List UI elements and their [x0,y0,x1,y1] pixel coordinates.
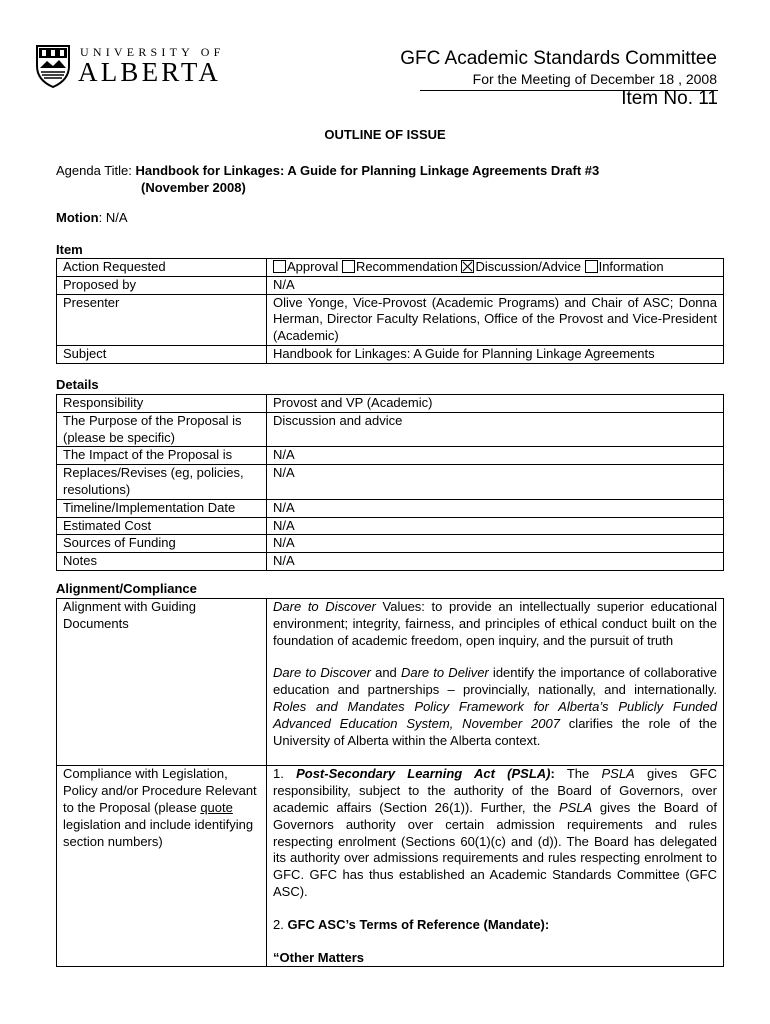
italic-text: Roles and Mandates Policy Framework for Alberta’s Publicly Funded Advanced Education System, November 2007 [273,698,717,731]
table-row [57,517,724,535]
motion-value: : N/A [98,210,128,225]
detail-label: Estimated Cost [57,517,267,535]
detail-label: Notes [57,553,267,571]
text: and [370,665,401,681]
table-row [57,447,724,465]
recommendation-checkbox[interactable] [342,260,355,273]
text: legislation and include identifying section numbers) [63,816,254,849]
detail-label: Timeline/Implementation Date [57,499,267,517]
spacer [273,749,717,765]
motion-label: Motion [56,210,99,225]
bold-text: “Other Matters [273,949,365,965]
details-table [56,394,724,571]
information-label: Information [598,259,664,274]
detail-label: Replaces/Revises (eg, policies, resolutions) [57,465,267,500]
recommendation-label: Recommendation [355,259,458,274]
table-row [57,499,724,517]
alignment-table [56,598,724,967]
alignment-paragraph-1 [273,599,717,649]
crest-icon [33,42,73,88]
detail-label: The Purpose of the Proposal is (please be specific) [57,412,267,447]
detail-value: N/A [267,465,724,500]
section-title: OUTLINE OF ISSUE [324,127,446,142]
logo-university-text: UNIVERSITY OF [80,45,225,59]
committee-title: GFC Academic Standards Committee [400,48,717,69]
presenter-label: Presenter [57,294,267,345]
proposed-value: N/A [267,276,724,294]
table-row [57,535,724,553]
compliance-paragraph-2 [273,917,717,934]
italic-text: Dare to Discover [273,665,371,681]
detail-value: Discussion and advice [267,412,724,447]
detail-value: N/A [267,499,724,517]
table-row [57,395,724,413]
item-heading: Item [56,242,83,257]
compliance-paragraph-3 [273,950,717,967]
text: Values: to provide an intellectually superior educational environment; integrity, fairness, and principles of ethical conduct built on the foundation of academic freedom, open inquiry, and the pursuit of truth [273,599,717,648]
bold-text: : [550,766,555,782]
italic-text: PSLA [601,766,635,782]
subject-value: Handbook for Linkages: A Guide for Planning Linkage Agreements [267,345,724,363]
spacer [273,901,717,917]
text: 1. [273,766,297,782]
table-row [57,465,724,500]
spacer [273,649,717,665]
detail-label: The Impact of the Proposal is [57,447,267,465]
text: gives GFC responsibility, subject to the authority of the Board of Governors, over academic affairs (Section 26(1)). Further, the [273,766,718,815]
detail-value: N/A [267,553,724,571]
logo-alberta-text: ALBERTA [78,57,222,87]
spacer [273,934,717,950]
bold-text: GFC ASC’s Terms of Reference (Mandate): [287,916,550,932]
compliance-paragraph-1 [273,766,717,900]
detail-label: Responsibility [57,395,267,413]
alignment-value [267,599,724,766]
table-row [57,766,724,967]
table-row [57,276,724,294]
italic-text: Dare to Deliver [400,665,489,681]
university-logo [33,42,223,92]
detail-value: N/A [267,535,724,553]
alignment-label: Alignment with Guiding Documents [57,599,267,766]
motion [56,210,128,225]
table-row [57,599,724,766]
alignment-paragraph-2 [273,665,717,749]
table-row [57,259,724,277]
text: clarifies the role of the University of Alberta within the Alberta context. [273,715,717,748]
discussion-advice-label: Discussion/Advice [475,259,581,274]
agenda-title-line2: (November 2008) [141,179,246,195]
text: 2. [273,916,288,932]
information-checkbox[interactable] [585,260,598,273]
table-row [57,294,724,345]
underlined-text: quote [200,799,233,815]
approval-label: Approval [287,259,339,274]
detail-value: N/A [267,447,724,465]
agenda-label: Agenda Title: [56,163,132,178]
agenda-title-line1: Handbook for Linkages: A Guide for Planning Linkage Agreements Draft #3 [135,163,600,178]
italic-text: Dare to Discover [273,599,376,614]
subject-label: Subject [57,345,267,363]
discussion-advice-checkbox[interactable] [461,260,474,273]
approval-checkbox[interactable] [273,260,286,273]
alignment-heading: Alignment/Compliance [56,581,197,596]
detail-value: N/A [267,517,724,535]
text: Compliance with Legislation, Policy and/or Procedure Relevant to the Proposal (please [63,766,257,815]
detail-value: Provost and VP (Academic) [267,395,724,413]
italic-text: PSLA [558,799,593,815]
action-label: Action Requested [57,259,267,277]
detail-label: Sources of Funding [57,535,267,553]
presenter-value: Olive Yonge, Vice-Provost (Academic Programs) and Chair of ASC; Donna Herman, Director Faculty Relations, Office of the Provost and Vice-President (Academic) [267,294,724,345]
text: The [554,766,602,782]
proposed-label: Proposed by [57,276,267,294]
text: gives the Board of Governors authority over certain admission requirements and rules respecting enrolment (Sections 60(1)(c) and (d)). The Board has delegated its authority over admissions requirements and rules respecting enrolment to GFC. GFC has thus established an Academic Standards Committee (GFC ASC). [273,799,717,899]
bold-italic-text: Post-Secondary Learning Act (PSLA) [296,766,551,782]
agenda-title [56,163,599,196]
action-options [267,259,724,277]
meeting-date: For the Meeting of December 18 , 2008 [472,71,717,87]
compliance-label [57,766,267,967]
item-number: Item No. 11 [621,88,718,109]
compliance-value [267,766,724,967]
document-header [400,48,717,88]
details-heading: Details [56,377,99,392]
text: identify the importance of collaborative education and partnerships – provincially, nationally, and internationally. [273,665,717,698]
table-row [57,345,724,363]
table-row [57,553,724,571]
item-table [56,258,724,364]
table-row [57,412,724,447]
